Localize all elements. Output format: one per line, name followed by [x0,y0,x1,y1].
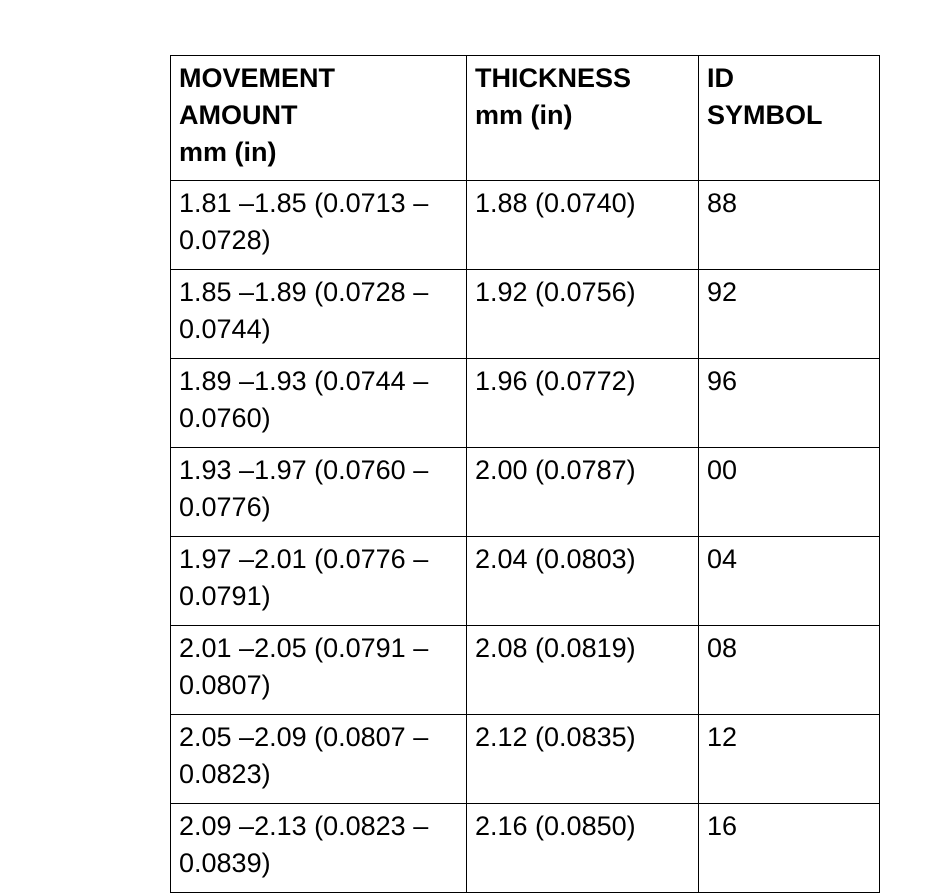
thickness-cell: 1.96 (0.0772) [467,359,699,448]
table-row [171,448,880,537]
thickness-cell: 2.08 (0.0819) [467,626,699,715]
movement-cell: 1.97 –2.01 (0.0776 – 0.0791) [171,537,467,626]
thickness-cell: 2.16 (0.0850) [467,804,699,893]
id-symbol-cell: 16 [699,804,880,893]
header-id-symbol: ID SYMBOL [699,56,880,181]
movement-cell: 1.81 –1.85 (0.0713 – 0.0728) [171,181,467,270]
id-symbol-cell: 00 [699,448,880,537]
shim-selection-table [170,55,880,893]
id-symbol-cell: 96 [699,359,880,448]
header-movement-amount: MOVEMENT AMOUNT mm (in) [171,56,467,181]
movement-cell: 2.09 –2.13 (0.0823 – 0.0839) [171,804,467,893]
table-row [171,537,880,626]
movement-cell: 2.01 –2.05 (0.0791 – 0.0807) [171,626,467,715]
id-symbol-cell: 92 [699,270,880,359]
thickness-cell: 2.04 (0.0803) [467,537,699,626]
table-row [171,804,880,893]
thickness-cell: 2.12 (0.0835) [467,715,699,804]
movement-cell: 2.05 –2.09 (0.0807 – 0.0823) [171,715,467,804]
id-symbol-cell: 08 [699,626,880,715]
movement-cell: 1.85 –1.89 (0.0728 – 0.0744) [171,270,467,359]
table-row [171,359,880,448]
table-row [171,626,880,715]
movement-cell: 1.93 –1.97 (0.0760 – 0.0776) [171,448,467,537]
table-row [171,181,880,270]
thickness-cell: 1.88 (0.0740) [467,181,699,270]
header-thickness: THICKNESS mm (in) [467,56,699,181]
table-header-row [171,56,880,181]
id-symbol-cell: 12 [699,715,880,804]
id-symbol-cell: 04 [699,537,880,626]
id-symbol-cell: 88 [699,181,880,270]
table-row [171,715,880,804]
table-row [171,270,880,359]
thickness-cell: 2.00 (0.0787) [467,448,699,537]
thickness-cell: 1.92 (0.0756) [467,270,699,359]
movement-cell: 1.89 –1.93 (0.0744 – 0.0760) [171,359,467,448]
